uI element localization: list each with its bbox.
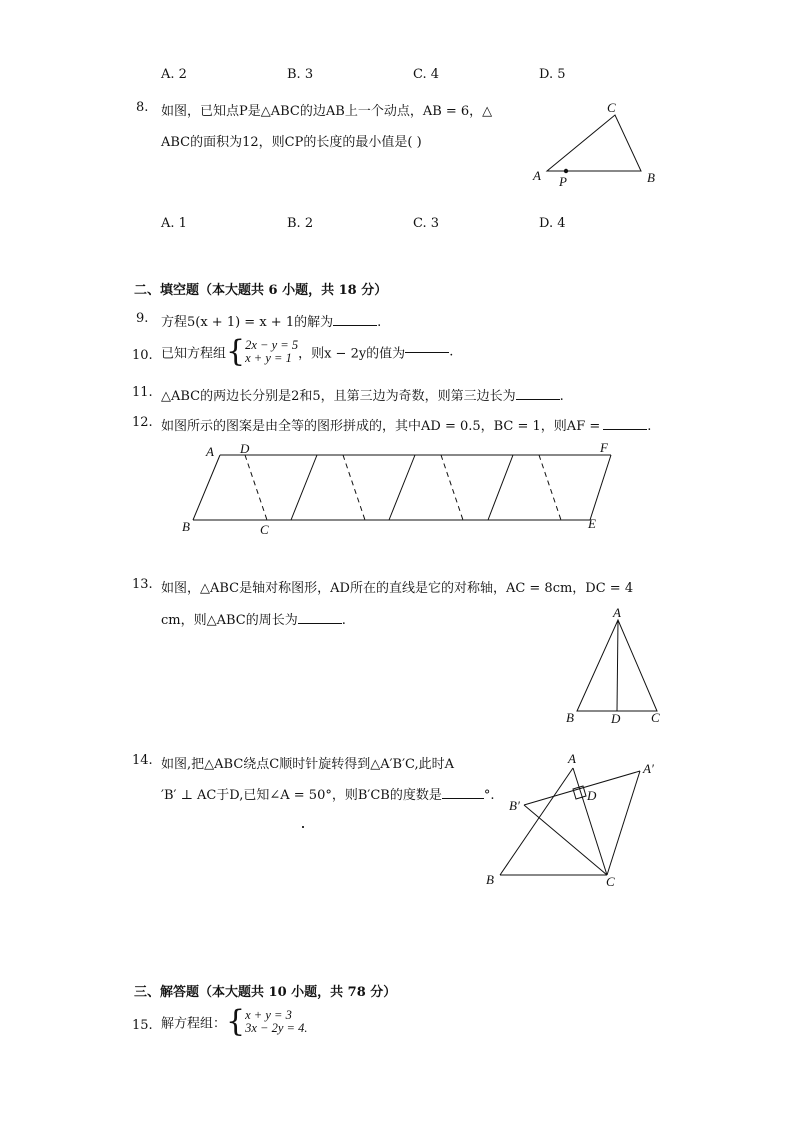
q8-option-d: D. 4: [539, 216, 566, 231]
q13-label-a: A: [613, 605, 621, 620]
q12-end: .: [647, 419, 652, 434]
q12-label-d: D: [240, 441, 250, 456]
q8-label-p: P: [559, 174, 567, 189]
q13-label-b: B: [566, 710, 574, 725]
q10-answer-blank[interactable]: [405, 352, 449, 353]
q15-system: [245, 1009, 307, 1035]
q12-pattern-figure: [175, 436, 625, 541]
q8-label-b: B: [647, 170, 655, 185]
q9-text: [161, 311, 381, 330]
q8-option-b: B. 2: [287, 216, 314, 231]
q15-eq1: x + y = 3: [245, 1008, 292, 1022]
q11-number: 11.: [132, 385, 153, 400]
q12-label-f: F: [600, 440, 608, 455]
q12-label-b: B: [182, 519, 190, 534]
q15-eq2: 3x − 2y = 4: [245, 1021, 305, 1035]
q10-eq2: x + y = 1: [245, 351, 292, 365]
q14-end: °.: [483, 788, 495, 803]
stray-dot: [302, 826, 304, 828]
q13-end: .: [341, 613, 346, 628]
q10-text: [161, 334, 454, 369]
q11-end: .: [559, 389, 564, 404]
q10-number: 10.: [132, 348, 153, 363]
q13-line2-before: cm，则△ABC的周长为: [161, 613, 298, 628]
q14-label-b-prime: B′: [509, 798, 520, 813]
q8-line1: 如图，已知点P是△ABC的边AB上一个动点，AB = 6，△: [161, 104, 493, 119]
q12-label-e: E: [588, 516, 596, 531]
q12-label-a: A: [206, 444, 214, 459]
q9-number: 9.: [136, 311, 149, 326]
q10-text-after: ，则x − 2y的值为: [298, 346, 406, 362]
q14-answer-blank[interactable]: [442, 798, 484, 799]
q10-system: [245, 339, 298, 365]
q10-text-before: 已知方程组: [161, 346, 227, 362]
q14-line2: [161, 784, 495, 803]
section2-heading: 二、填空题（本大题共 6 小题，共 18 分）: [134, 283, 388, 298]
q11-text: [161, 385, 564, 404]
q12-text-before: 如图所示的图案是由全等的图形拼成的，其中AD = 0.5，BC = 1，则AF =: [161, 419, 601, 434]
q15-number: 15.: [132, 1018, 153, 1033]
q13-number: 13.: [132, 577, 153, 592]
q11-text-before: △ABC的两边长分别是2和5，且第三边为奇数，则第三边长为: [161, 389, 516, 404]
q14-rotation-figure: [480, 748, 670, 893]
q8-option-a: A. 1: [161, 216, 187, 231]
q14-label-d: D: [587, 788, 597, 803]
q13-answer-blank[interactable]: [298, 623, 342, 624]
q8-option-c: C. 3: [413, 216, 440, 231]
q8-label-a: A: [533, 168, 541, 183]
q7-option-b: B. 3: [287, 67, 314, 82]
q13-label-d: D: [611, 711, 621, 726]
q8-line2: ABC的面积为12，则CP的长度的最小值是( ): [161, 135, 422, 150]
q15-end: .: [304, 1021, 308, 1035]
q7-option-c: C. 4: [413, 67, 440, 82]
q9-text-before: 方程5(x + 1) = x + 1的解为: [161, 315, 334, 330]
q12-number: 12.: [132, 415, 153, 430]
q10-eq1: 2x − y = 5: [245, 338, 299, 352]
q14-line2-before: ′B′ ⊥ AC于D,已知∠A = 50°，则B′CB的度数是: [161, 788, 442, 803]
section3-heading: 三、解答题（本大题共 10 小题，共 78 分）: [134, 985, 397, 1000]
q9-answer-blank[interactable]: [333, 325, 377, 326]
q12-label-c: C: [260, 522, 269, 537]
q15-text: [161, 1004, 308, 1039]
q14-number: 14.: [132, 753, 153, 768]
q14-line1: 如图,把△ABC绕点C顺时针旋转得到△A′B′C,此时A: [161, 757, 455, 772]
q12-text: [161, 415, 651, 434]
q15-text-before: 解方程组：: [161, 1016, 227, 1032]
q13-line1: 如图，△ABC是轴对称图形，AD所在的直线是它的对称轴，AC = 8cm，DC = 4: [161, 581, 634, 596]
q13-line2: [161, 609, 346, 628]
q7-option-a: A. 2: [161, 67, 187, 82]
q9-end: .: [377, 315, 382, 330]
q14-label-b: B: [486, 872, 494, 887]
q8-number: 8.: [136, 100, 149, 115]
q10-end: .: [449, 344, 454, 360]
q14-label-a: A: [568, 751, 576, 766]
q14-label-a-prime: A′: [643, 761, 654, 776]
q14-label-c: C: [606, 874, 615, 889]
q13-label-c: C: [651, 710, 660, 725]
q7-option-d: D. 5: [539, 67, 566, 82]
q11-answer-blank[interactable]: [516, 399, 560, 400]
q15-brace: {: [226, 1004, 246, 1039]
q10-brace: {: [226, 334, 246, 369]
q12-answer-blank[interactable]: [603, 429, 647, 430]
q8-label-c: C: [607, 100, 616, 115]
q13-triangle-figure: [560, 600, 670, 728]
q8-triangle-figure: [525, 95, 665, 190]
